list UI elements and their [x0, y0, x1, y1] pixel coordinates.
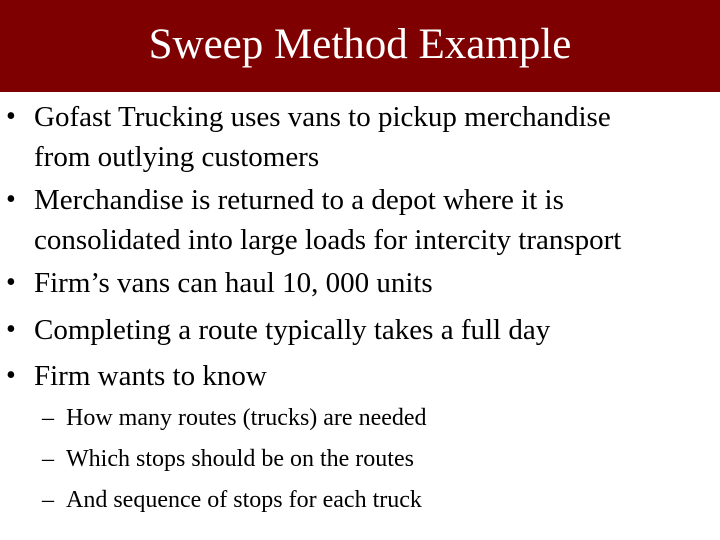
bullet-line: consolidated into large loads for intercity transport: [34, 224, 622, 256]
bullet-marker: •: [6, 101, 16, 132]
bullet-marker: •: [6, 314, 16, 345]
bullet-line: Firm wants to know: [34, 360, 267, 392]
bullet-marker: •: [6, 267, 16, 298]
bullet-line: from outlying customers: [34, 141, 320, 173]
bullet-line: Gofast Trucking uses vans to pickup merchandise: [34, 101, 611, 133]
bullet-line: Completing a route typically takes a full day: [34, 314, 551, 346]
sub-bullet-marker: –: [42, 405, 54, 431]
bullet-text: [34, 356, 714, 396]
bullet-text: [34, 310, 714, 350]
sub-bullet-text: Which stops should be on the routes: [66, 446, 414, 472]
bullet-text: [34, 97, 714, 177]
sub-bullet-text: And sequence of stops for each truck: [66, 487, 422, 513]
bullet-line: Merchandise is returned to a depot where it is: [34, 184, 564, 216]
bullet-text: [34, 180, 714, 260]
sub-bullet-marker: –: [42, 487, 54, 513]
sub-bullet-marker: –: [42, 446, 54, 472]
bullet-marker: •: [6, 184, 16, 215]
slide-title: Sweep Method Example: [148, 21, 572, 68]
sub-bullet-text: How many routes (trucks) are needed: [66, 405, 427, 431]
bullet-marker: •: [6, 360, 16, 391]
bullet-text: [34, 263, 714, 303]
bullet-line: Firm’s vans can haul 10, 000 units: [34, 267, 433, 299]
